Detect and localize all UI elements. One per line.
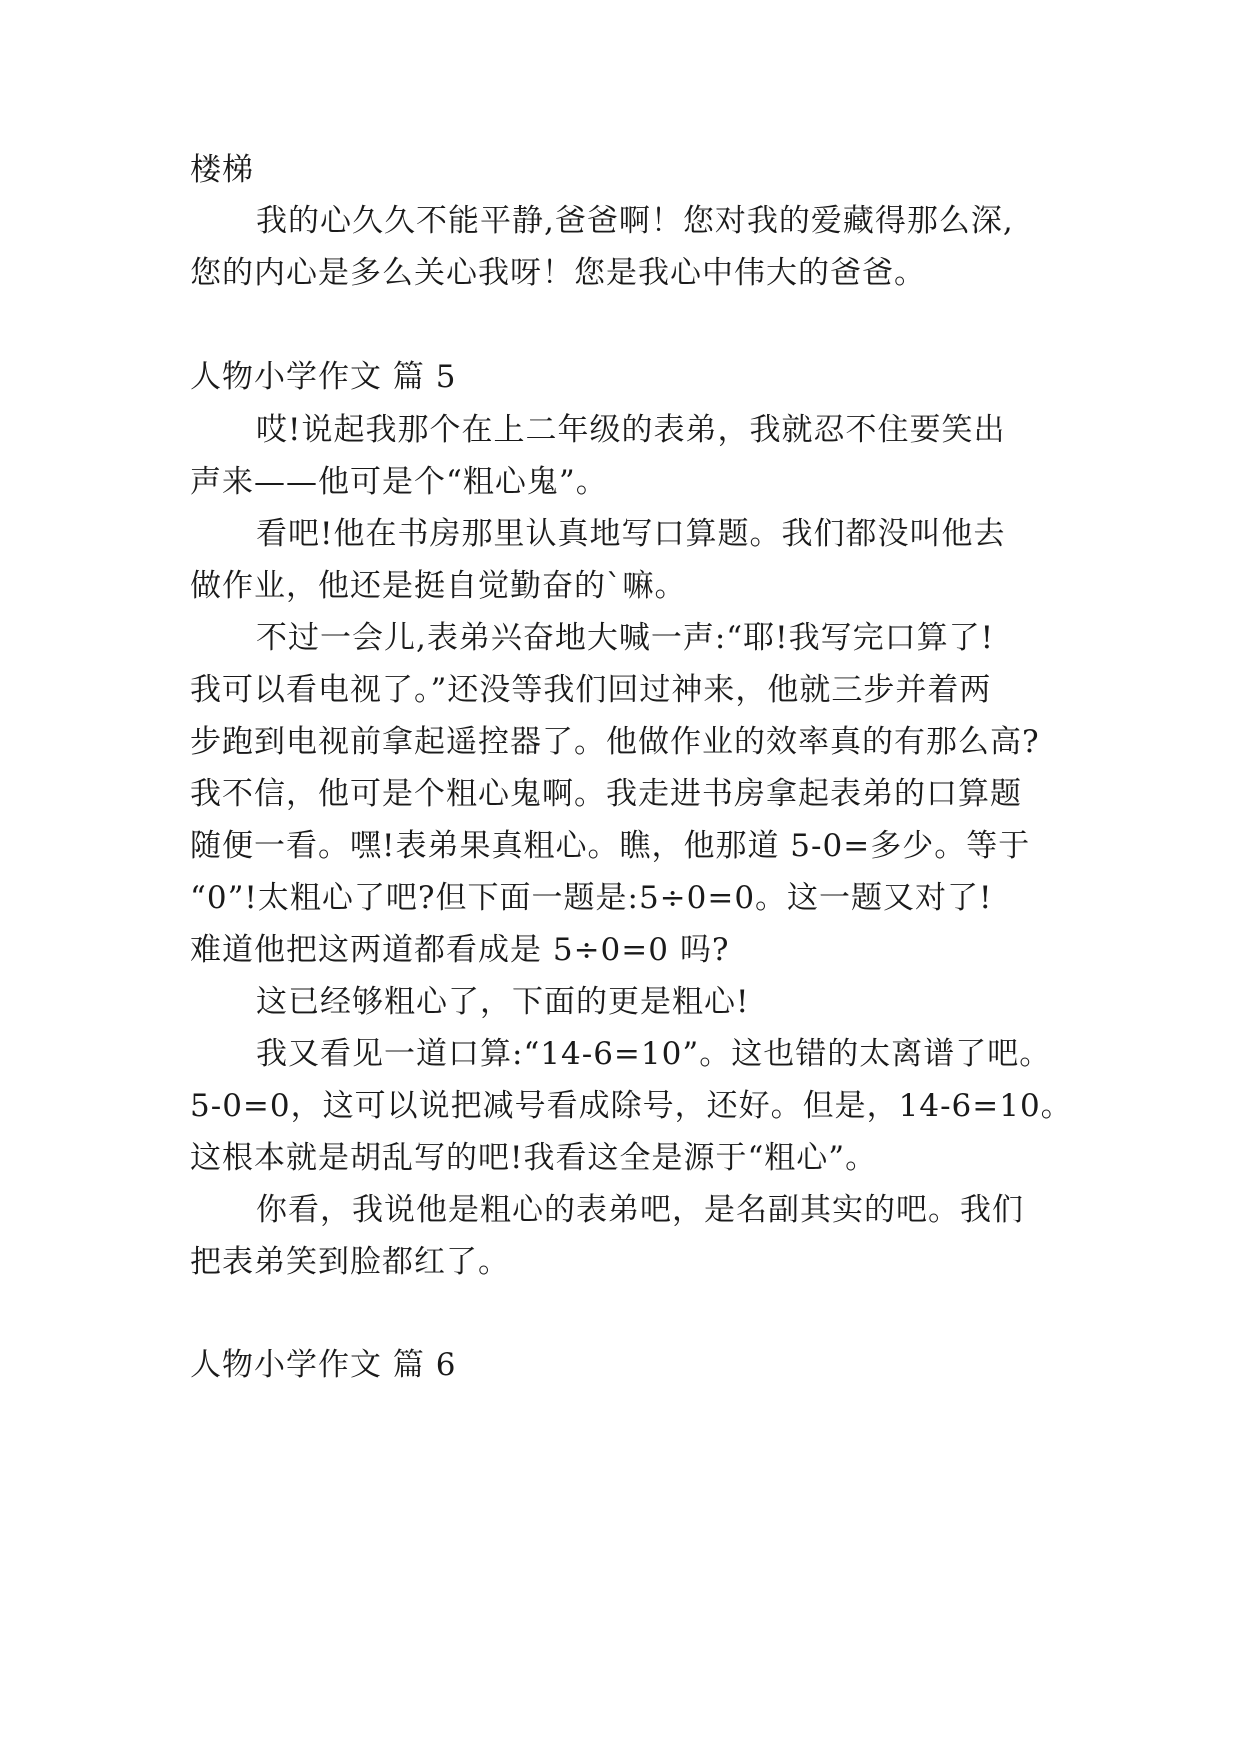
paragraph-line: 您的内心是多么关心我呀！您是我心中伟大的爸爸。 xyxy=(190,255,926,291)
paragraph-line: 我又看见一道口算:“14-6=10”。这也错的太离谱了吧。 xyxy=(256,1036,1052,1072)
paragraph-line: 声来——他可是个“粗心鬼”。 xyxy=(190,464,608,500)
fragment-line: 楼梯 xyxy=(190,152,254,188)
paragraph-line: 这根本就是胡乱写的吧!我看这全是源于“粗心”。 xyxy=(190,1140,878,1176)
paragraph-line: 我不信，他可是个粗心鬼啊。我走进书房拿起表弟的口算题 xyxy=(190,776,1022,812)
paragraph-line: 难道他把这两道都看成是 5÷0=0 吗? xyxy=(190,932,730,968)
essay-title: 人物小学作文 篇 5 xyxy=(190,359,457,395)
essay-title: 人物小学作文 篇 6 xyxy=(190,1347,457,1383)
paragraph-line: 哎!说起我那个在上二年级的表弟，我就忍不住要笑出 xyxy=(256,412,1006,448)
paragraph-line: 看吧!他在书房那里认真地写口算题。我们都没叫他去 xyxy=(256,516,1006,552)
paragraph-line: 随便一看。嘿!表弟果真粗心。瞧，他那道 5-0=多少。等于 xyxy=(190,828,1031,864)
paragraph-line: 步跑到电视前拿起遥控器了。他做作业的效率真的有那么高? xyxy=(190,724,1040,760)
paragraph-line: 做作业，他还是挺自觉勤奋的`嘛。 xyxy=(190,568,687,604)
paragraph-line: 这已经够粗心了，下面的更是粗心! xyxy=(256,984,750,1020)
paragraph-line: “0”!太粗心了吧?但下面一题是:5÷0=0。这一题又对了! xyxy=(190,880,993,916)
paragraph-line: 5-0=0，这可以说把减号看成除号，还好。但是，14-6=10。 xyxy=(190,1088,1073,1124)
paragraph-line: 我的心久久不能平静,爸爸啊！您对我的爱藏得那么深, xyxy=(256,203,1014,239)
paragraph-line: 我可以看电视了。”还没等我们回过神来，他就三步并着两 xyxy=(190,672,992,708)
paragraph-line: 你看，我说他是粗心的表弟吧，是名副其实的吧。我们 xyxy=(256,1192,1024,1228)
paragraph-line: 把表弟笑到脸都红了。 xyxy=(190,1244,510,1280)
paragraph-line: 不过一会儿,表弟兴奋地大喊一声:“耶!我写完口算了! xyxy=(256,620,995,656)
